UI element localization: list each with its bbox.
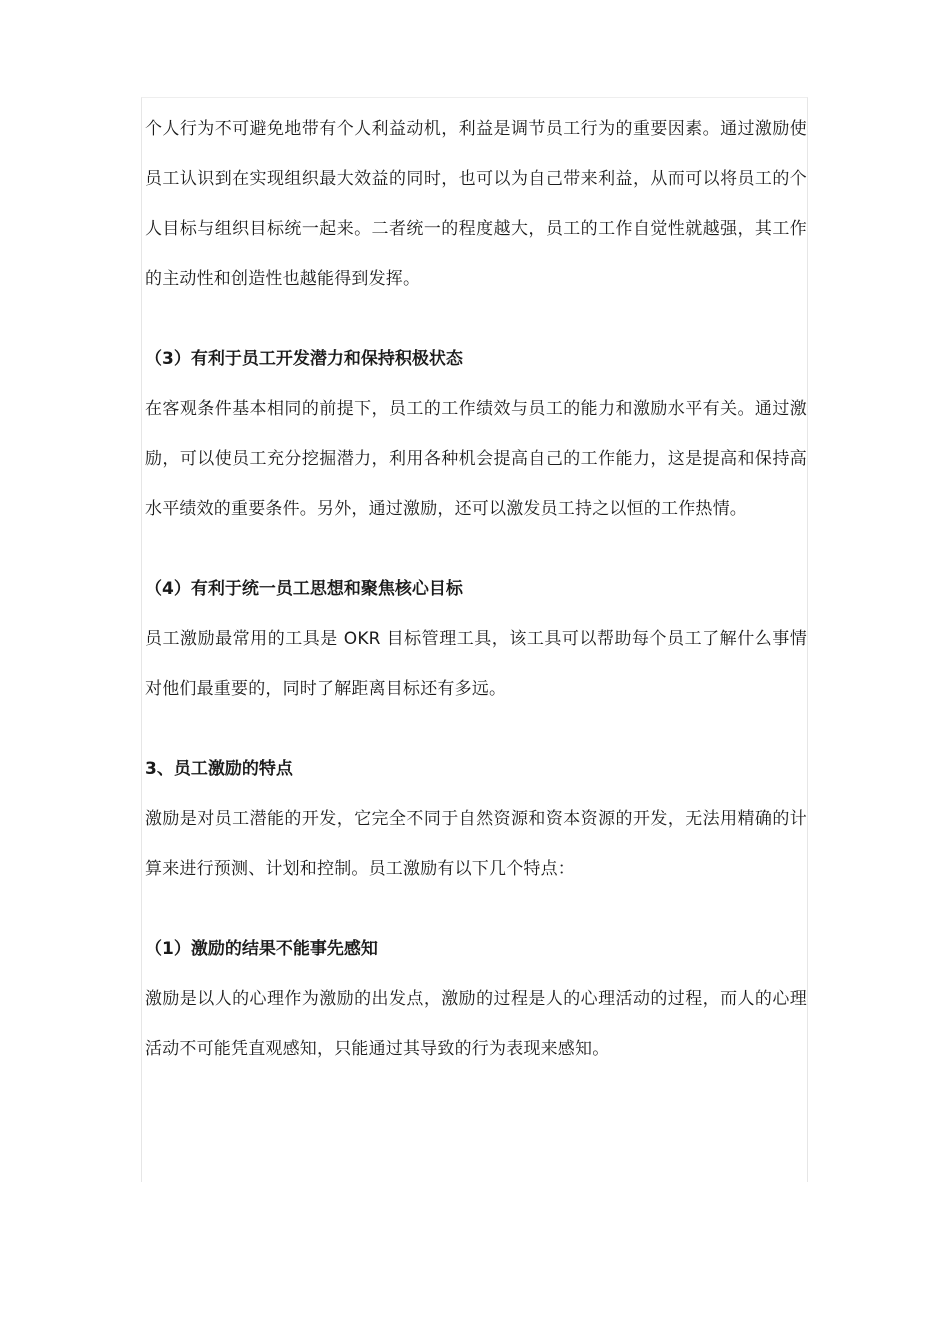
paragraph-potential-development: 激励是对员工潜能的开发，它完全不同于自然资源和资本资源的开发，无法用精确的计算来进行预测、计划和控制。员工激励有以下几个特点：: [145, 809, 807, 879]
section-heading-characteristics: 3、员工激励的特点: [145, 759, 293, 779]
paragraph-okr: 员工激励最常用的工具是 OKR 目标管理工具，该工具可以帮助每个员工了解什么事情对他们最重要的，同时了解距离目标还有多远。: [145, 629, 807, 699]
heading-result-unpredictable: （1）激励的结果不能事先感知: [145, 939, 378, 959]
paragraph-interest-motivation: 个人行为不可避免地带有个人利益动机，利益是调节员工行为的重要因素。通过激励使员工认识到在实现组织最大效益的同时，也可以为自己带来利益，从而可以将员工的个人目标与组织目标统一起来。二者统一的程度越大，员工的工作自觉性就越强，其工作的主动性和创造性也越能得到发挥。: [145, 119, 807, 289]
paragraph-performance: 在客观条件基本相同的前提下，员工的工作绩效与员工的能力和激励水平有关。通过激励，可以使员工充分挖掘潜力，利用各种机会提高自己的工作能力，这是提高和保持高水平绩效的重要条件。另外，通过激励，还可以激发员工持之以恒的工作热情。: [145, 399, 807, 519]
document-content: [145, 104, 807, 1074]
paragraph-psychology: 激励是以人的心理作为激励的出发点，激励的过程是人的心理活动的过程，而人的心理活动不可能凭直观感知，只能通过其导致的行为表现来感知。: [145, 989, 807, 1059]
heading-unify-thought: （4）有利于统一员工思想和聚焦核心目标: [145, 579, 463, 599]
heading-develop-potential: （3）有利于员工开发潜力和保持积极状态: [145, 349, 463, 369]
